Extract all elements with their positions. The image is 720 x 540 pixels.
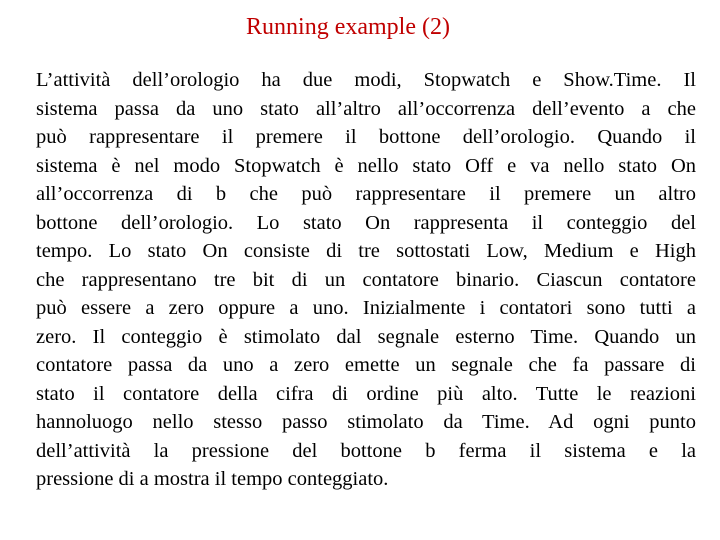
body-line: sistema è nel modo Stopwatch è nello stato Off e va nello stato On: [36, 154, 696, 177]
body-line: hannoluogo nello stesso passo stimolato da Time. Ad ogni punto: [36, 411, 696, 433]
body-line: può rappresentare il premere il bottone dell’orologio. Quando il: [36, 126, 696, 148]
slide-body-text: [36, 66, 696, 494]
body-line: zero. Il conteggio è stimolato dal segnale esterno Time. Quando un: [36, 325, 696, 348]
body-line: pressione di a mostra il tempo conteggiato.: [36, 468, 389, 490]
body-line: stato il contatore della cifra di ordine più alto. Tutte le reazioni: [36, 382, 696, 405]
slide-title: Running example (2): [246, 14, 450, 40]
body-line: dell’attività la pressione del bottone b ferma il sistema e la: [36, 439, 696, 462]
body-line: sistema passa da uno stato all’altro all’occorrenza dell’evento a che: [36, 97, 696, 120]
body-line: L’attività dell’orologio ha due modi, Stopwatch e Show.Time. Il: [36, 69, 696, 91]
body-line: all’occorrenza di b che può rappresentare il premere un altro: [36, 183, 696, 205]
body-line: contatore passa da uno a zero emette un segnale che fa passare di: [36, 354, 696, 376]
body-line: tempo. Lo stato On consiste di tre sottostati Low, Medium e High: [36, 240, 696, 262]
body-line: può essere a zero oppure a uno. Inizialmente i contatori sono tutti a: [36, 297, 696, 319]
body-line: bottone dell’orologio. Lo stato On rappresenta il conteggio del: [36, 211, 696, 234]
body-line: che rappresentano tre bit di un contatore binario. Ciascun contatore: [36, 268, 696, 291]
